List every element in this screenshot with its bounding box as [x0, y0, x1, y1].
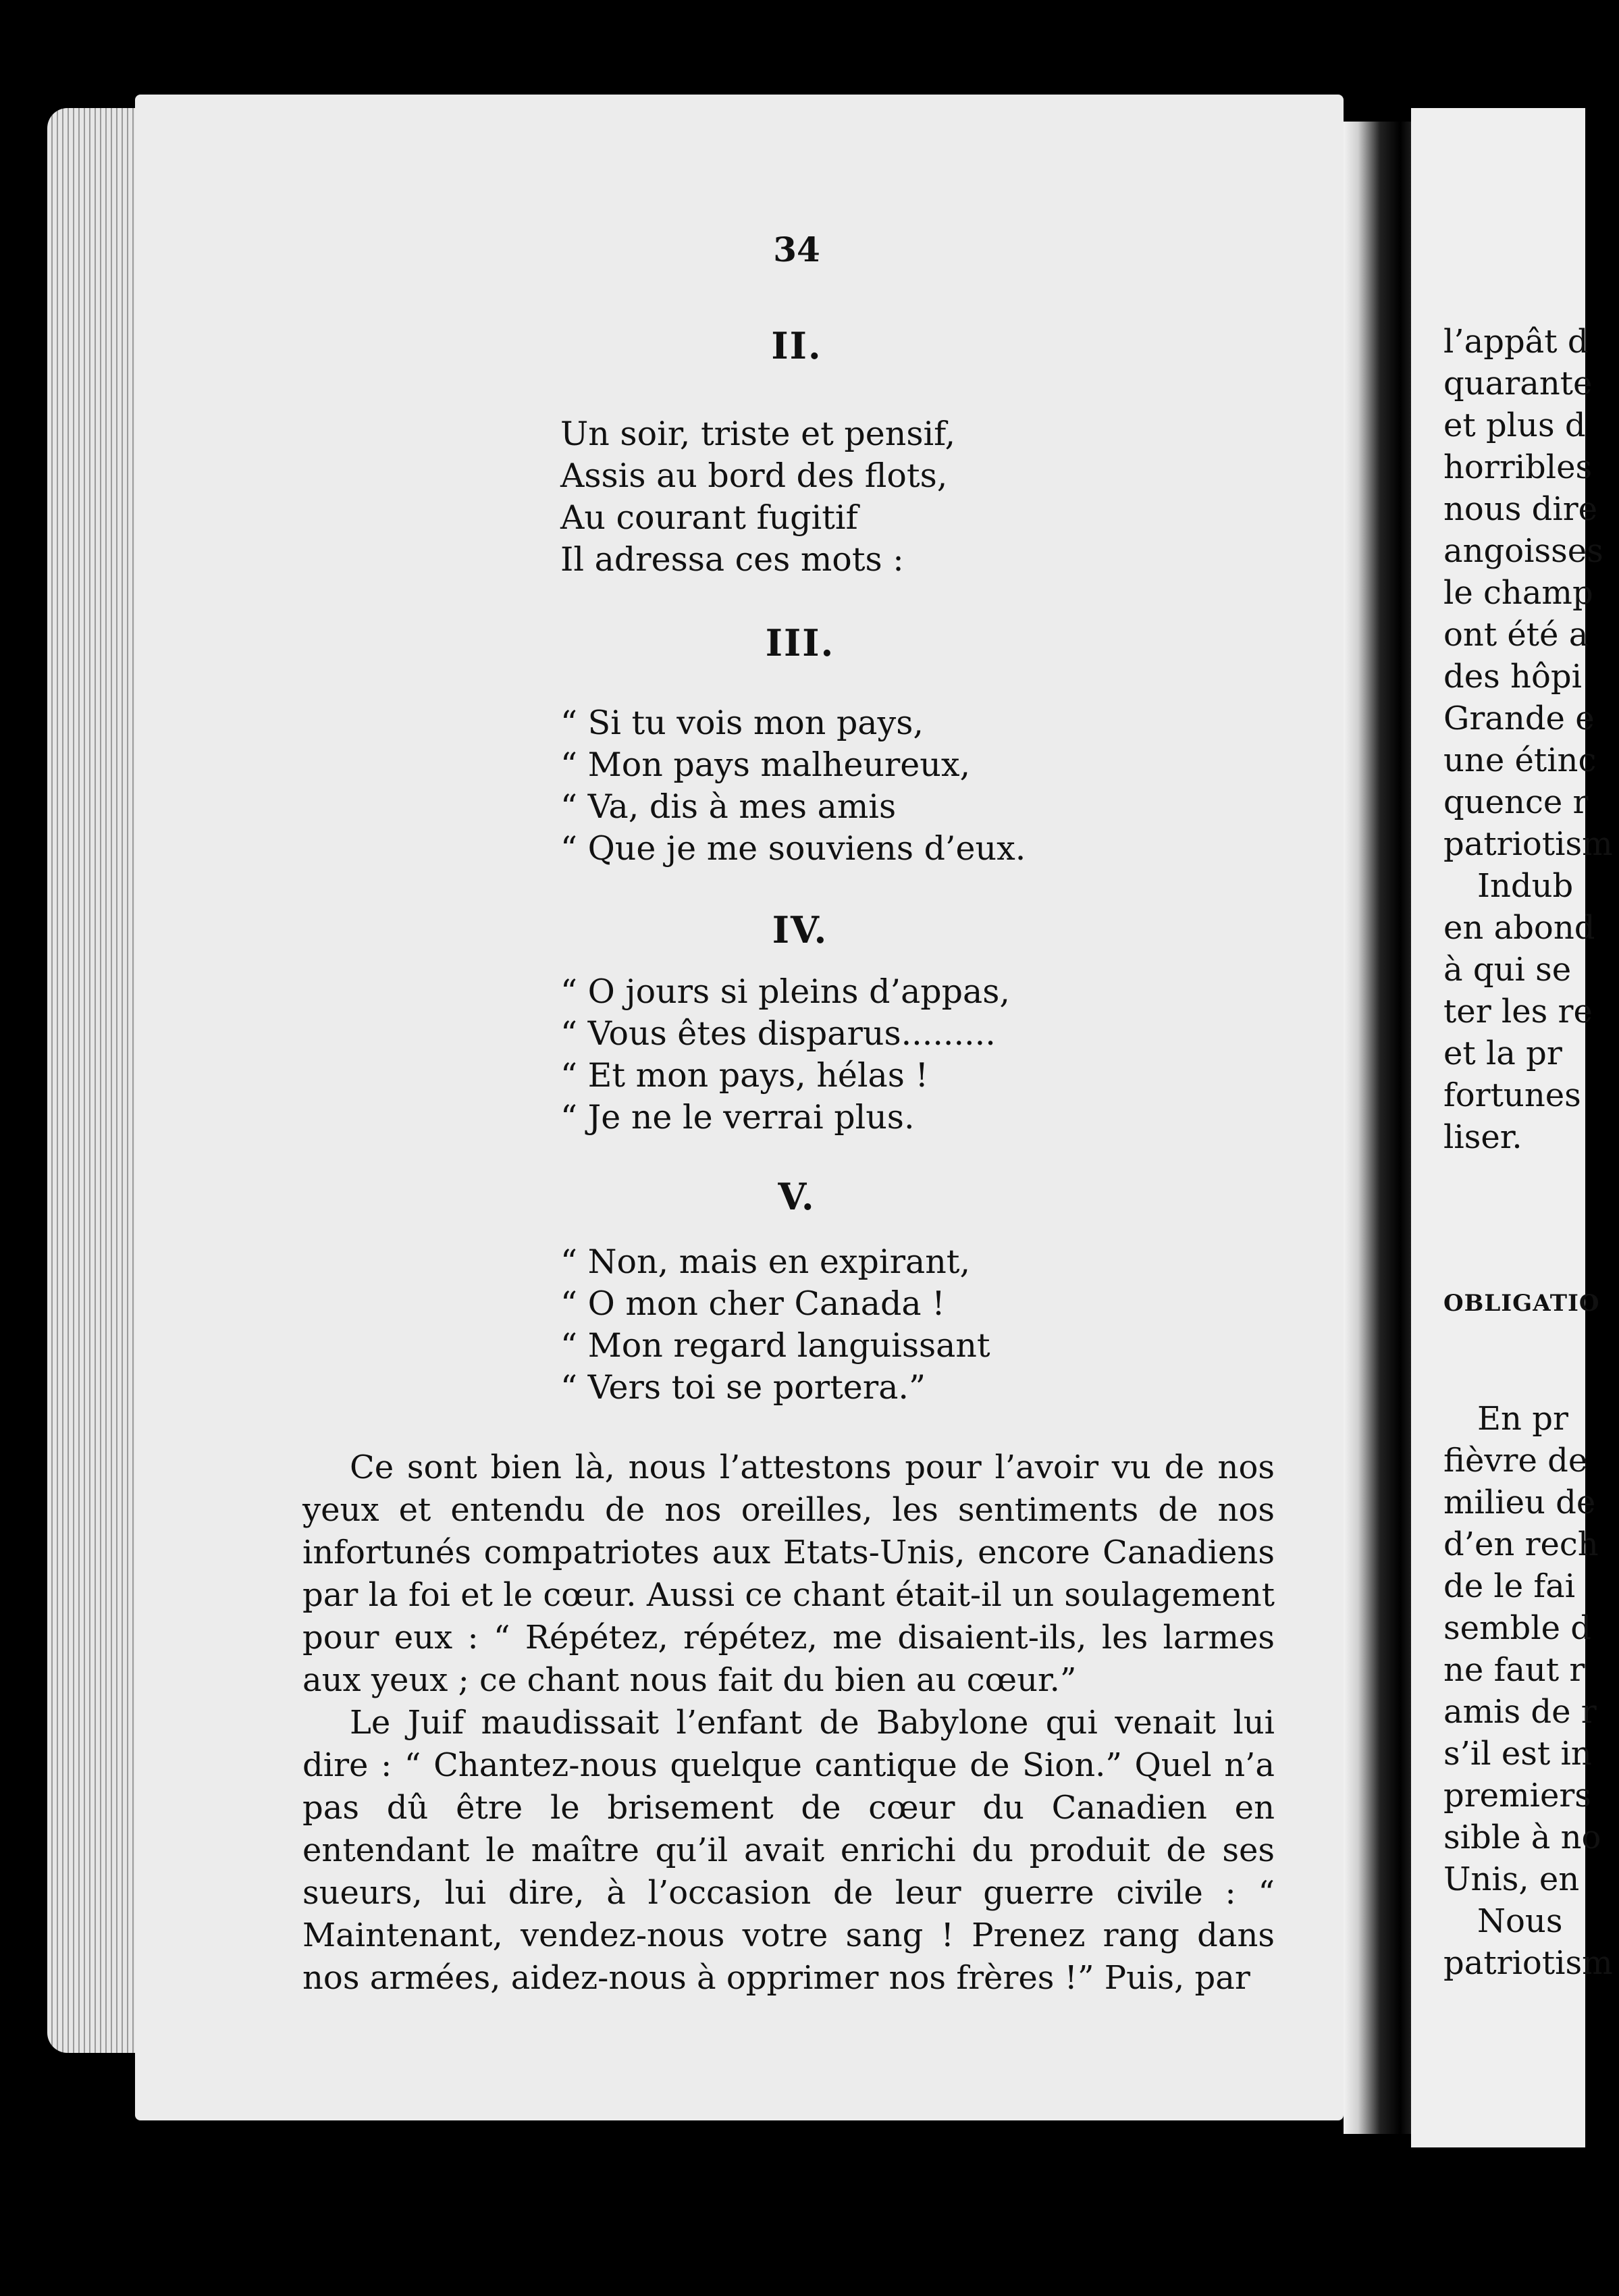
right-line: milieu de: [1443, 1484, 1596, 1521]
verse-line: “ Et mon pays, hélas !: [560, 1056, 929, 1095]
stanza-heading-4: IV.: [772, 908, 828, 951]
verse-line: “ Va, dis à mes amis: [560, 787, 897, 826]
stanza-4: [560, 971, 1168, 1139]
stanza-2: [560, 413, 1168, 581]
right-line: patriotism: [1443, 1944, 1613, 1982]
right-line: et la pr: [1443, 1035, 1562, 1072]
right-line: à qui se: [1443, 951, 1572, 989]
prose-block: [302, 1446, 1275, 2000]
verse-line: “ O mon cher Canada !: [560, 1284, 945, 1323]
page-number: 34: [773, 230, 820, 269]
right-line: sible à no: [1443, 1819, 1601, 1856]
verse-line: “ Vers toi se portera.”: [560, 1368, 926, 1407]
verse-line: “ Je ne le verrai plus.: [560, 1098, 915, 1137]
right-line: s’il est in: [1443, 1735, 1592, 1773]
stanza-heading-2: II.: [771, 324, 822, 367]
right-line: En pr: [1477, 1400, 1568, 1438]
right-line: liser.: [1443, 1118, 1522, 1156]
right-line: d’en rech: [1443, 1525, 1599, 1563]
paragraph: Le Juif maudissait l’enfant de Babylone qui venait lui dire : “ Chantez-nous quelque cantique de Sion.” Quel n’a pas dû être le brisement de cœur du Canadien en entendant le maître qu’il avait enrichi du produit de ses sueurs, lui dire, à l’occasion de leur guerre civile : “ Maintenant, vendez-nous votre sang ! Prenez rang dans nos armées, aidez-nous à opprimer nos frères !” Puis, par: [302, 1704, 1275, 1997]
right-line: patriotism: [1443, 825, 1613, 863]
verse-line: “ Mon regard languissant: [560, 1326, 990, 1365]
right-line: semble d: [1443, 1609, 1592, 1647]
verse-line: Il adressa ces mots :: [560, 540, 904, 579]
right-line: quence r: [1443, 783, 1589, 821]
right-line: ne faut r: [1443, 1651, 1585, 1689]
right-line: ont été a: [1443, 616, 1589, 654]
right-line: angoisses: [1443, 532, 1603, 570]
page-edges: [47, 108, 142, 2053]
right-line: et plus d: [1443, 407, 1586, 444]
right-line: Nous: [1477, 1902, 1563, 1940]
stanza-heading-3: III.: [765, 621, 835, 664]
right-line: quarante: [1443, 365, 1593, 402]
right-line: amis de r: [1443, 1693, 1597, 1731]
stanza-heading-5: V.: [778, 1175, 816, 1218]
verse-line: “ O jours si pleins d’appas,: [560, 972, 1010, 1011]
right-line: une étinc: [1443, 741, 1597, 779]
stanza-3: [560, 702, 1168, 870]
right-line: Grande e: [1443, 700, 1595, 737]
right-line: premiers: [1443, 1777, 1591, 1815]
verse-line: “ Que je me souviens d’eux.: [560, 829, 1026, 868]
right-line: en abond: [1443, 909, 1595, 947]
right-line: l’appât d: [1443, 323, 1589, 361]
stanza-5: [560, 1241, 1168, 1409]
right-page-heading: OBLIGATIO: [1443, 1290, 1600, 1317]
verse-line: “ Non, mais en expirant,: [560, 1243, 971, 1281]
verse-line: Assis au bord des flots,: [560, 456, 948, 495]
right-line: des hôpi: [1443, 658, 1582, 696]
verse-line: “ Si tu vois mon pays,: [560, 704, 924, 742]
right-page-text-bottom: [1443, 1398, 1619, 1984]
right-line: le champ: [1443, 574, 1593, 612]
right-line: Indub: [1477, 867, 1574, 905]
right-line: fortunes: [1443, 1076, 1581, 1114]
right-line: ter les re: [1443, 993, 1593, 1030]
right-line: nous dire: [1443, 490, 1598, 528]
right-page-text-top: [1443, 321, 1619, 1158]
verse-line: “ Mon pays malheureux,: [560, 746, 971, 784]
right-line: fièvre de: [1443, 1442, 1588, 1480]
verse-line: Un soir, triste et pensif,: [560, 415, 956, 453]
verse-line: “ Vous êtes disparus.........: [560, 1014, 996, 1053]
verse-line: Au courant fugitif: [560, 498, 858, 537]
paragraph: Ce sont bien là, nous l’attestons pour l’avoir vu de nos yeux et entendu de nos oreilles, les sentiments de nos infortunés compatriotes aux Etats-Unis, encore Canadiens par la foi et le cœur. Aussi ce chant était-il un soulagement pour eux : “ Répétez, répétez, me disaient-ils, les larmes aux yeux ; ce chant nous fait du bien au cœur.”: [302, 1449, 1275, 1699]
right-line: horribles: [1443, 448, 1593, 486]
right-line: de le fai: [1443, 1567, 1576, 1605]
right-line: Unis, en: [1443, 1860, 1580, 1898]
